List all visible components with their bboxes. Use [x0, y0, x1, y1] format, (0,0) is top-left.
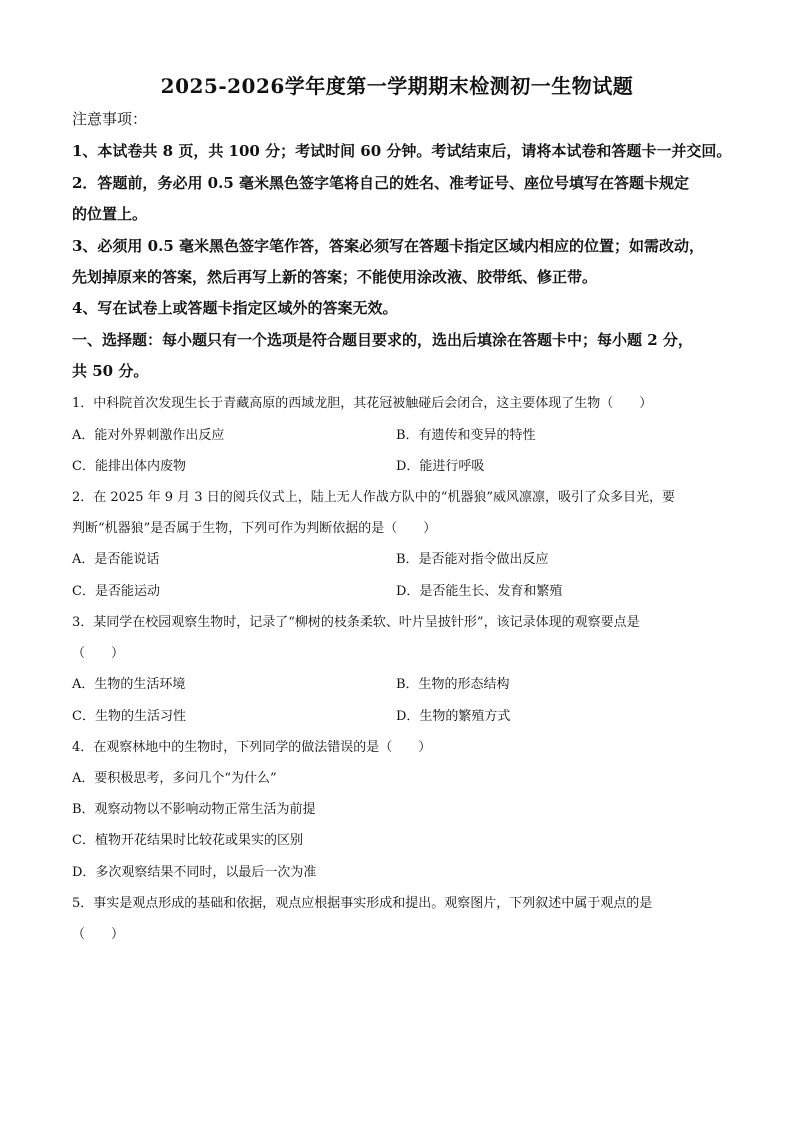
option-d: D．生物的繁殖方式 [396, 709, 511, 724]
exam-title: 2025-2026学年度第一学期期末检测初一生物试题 [160, 74, 634, 98]
option-c: C．能排出体内废物 [72, 459, 186, 474]
option-d: D．是否能生长、发育和繁殖 [396, 584, 563, 599]
notice-item: 的位置上。 [72, 205, 148, 223]
option-d: D．能进行呼吸 [396, 459, 485, 474]
question-stem: 4．在观察林地中的生物时，下列同学的做法错误的是（ ） [72, 740, 432, 755]
option-a: A．生物的生活环境 [72, 677, 186, 692]
notice-item: 3、必须用 0.5 毫米黑色签字笔作答，答案必须写在答题卡指定区域内相应的位置；如需改动， [72, 237, 704, 255]
option-b: B．观察动物以不影响动物正常生活为前提 [72, 802, 316, 817]
section-heading-cont: 共 50 分。 [72, 362, 149, 380]
question-stem: 1．中科院首次发现生长于青藏高原的西域龙胆，其花冠被触碰后会闭合，这主要体现了生物（ ） [72, 396, 653, 411]
option-c: C．植物开花结果时比较花或果实的区别 [72, 833, 303, 848]
notice-item: 先划掉原来的答案，然后再写上新的答案；不能使用涂改液、胶带纸、修正带。 [72, 268, 598, 286]
notice-item: 2．答题前，务必用 0.5 毫米黑色签字笔将自己的姓名、准考证号、座位号填写在答题卡规定 [72, 174, 689, 192]
question-stem-cont: 判断“机器狼”是否属于生物，下列可作为判断依据的是（ ） [72, 521, 437, 536]
option-b: B．生物的形态结构 [396, 677, 510, 692]
option-a: A．是否能说话 [72, 552, 160, 567]
question-stem-cont: （ ） [72, 927, 125, 942]
option-c: C．是否能运动 [72, 584, 160, 599]
notice-heading: 注意事项： [72, 110, 148, 128]
option-c: C．生物的生活习性 [72, 709, 186, 724]
notice-item: 1、本试卷共 8 页，共 100 分；考试时间 60 分钟。考试结束后，请将本试卷和答题卡一并交回。 [72, 142, 732, 160]
option-a: A．能对外界刺激作出反应 [72, 428, 225, 443]
question-stem-cont: （ ） [72, 646, 125, 661]
option-a: A．要积极思考，多问几个“为什么” [72, 771, 277, 786]
option-b: B．有遗传和变异的特性 [396, 428, 536, 443]
question-stem: 5．事实是观点形成的基础和依据，观点应根据事实形成和提出。观察图片，下列叙述中属于观点的是 [72, 896, 653, 911]
question-stem: 3．某同学在校园观察生物时，记录了“柳树的枝条柔软、叶片呈披针形”，该记录体现的观察要点是 [72, 615, 640, 630]
notice-item: 4、写在试卷上或答题卡指定区域外的答案无效。 [72, 299, 398, 317]
option-b: B．是否能对指令做出反应 [396, 552, 549, 567]
section-heading: 一、选择题：每小题只有一个选项是符合题目要求的，选出后填涂在答题卡中；每小题 2 分， [72, 331, 693, 349]
question-stem: 2．在 2025 年 9 月 3 日的阅兵仪式上，陆上无人作战方队中的“机器狼”威风凛凛，吸引了众多目光，要 [72, 490, 675, 505]
option-d: D．多次观察结果不同时，以最后一次为准 [72, 865, 317, 880]
